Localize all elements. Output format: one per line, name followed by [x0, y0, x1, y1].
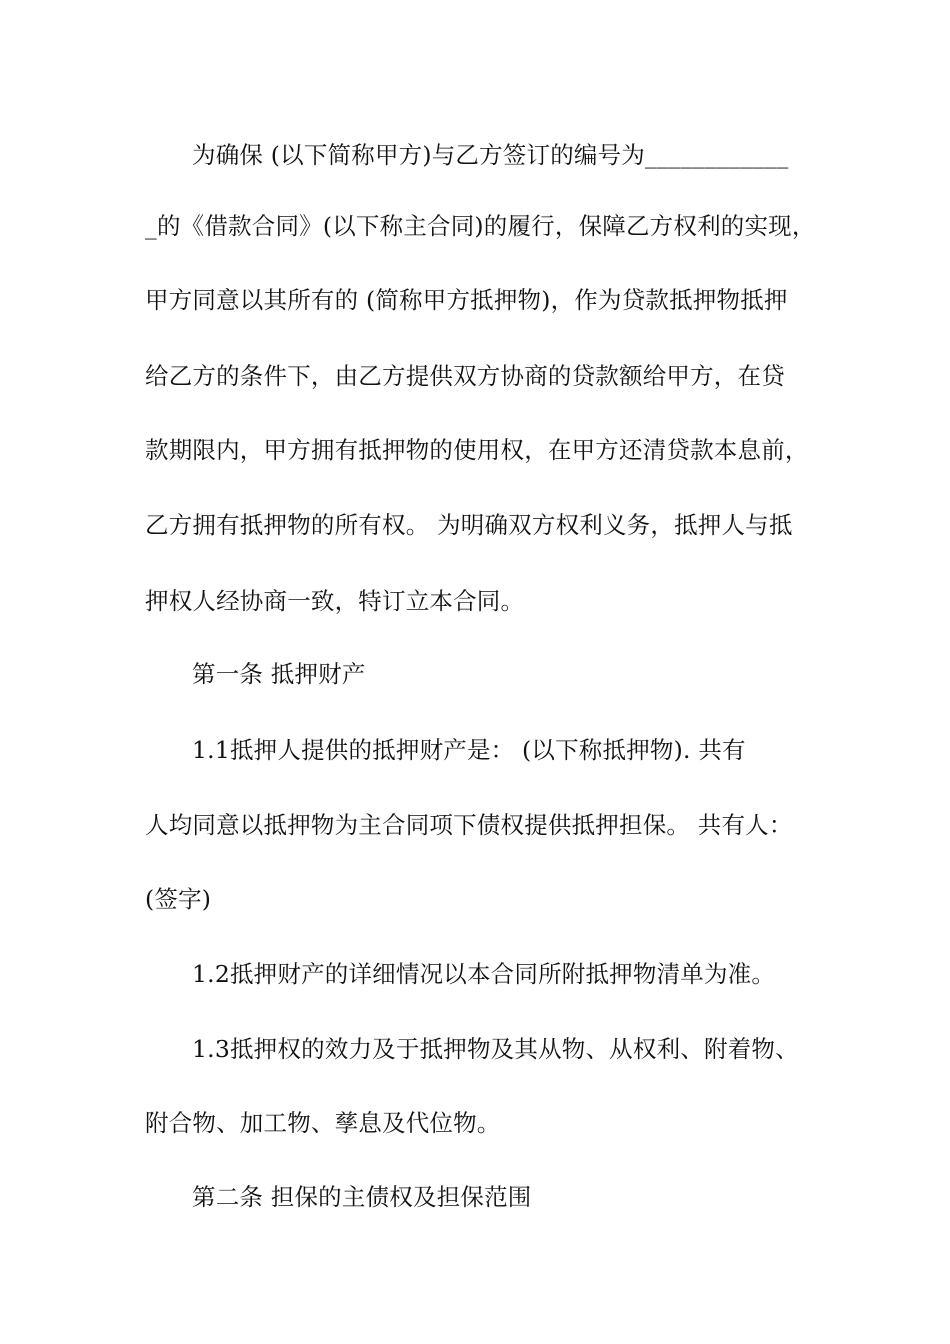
- paragraph-1-line-6: 乙方拥有抵押物的所有权。 为明确双方权利义务，抵押人与抵: [145, 511, 793, 539]
- article-2-heading: 第二条 担保的主债权及担保范围: [192, 1183, 532, 1211]
- clause-1-1-line-1: 1.1抵押人提供的抵押财产是： (以下称抵押物). 共有: [192, 736, 746, 764]
- paragraph-1-line-7: 押权人经协商一致，特订立本合同。: [145, 587, 525, 615]
- clause-1-3-line-1: 1.3抵押权的效力及于抵押物及其从物、从权利、附着物、: [192, 1035, 799, 1063]
- clause-1-1-line-2: 人均同意以抵押物为主合同项下债权提供抵押担保。 共有人：: [145, 811, 793, 839]
- paragraph-1-line-5: 款期限内，甲方拥有抵押物的使用权，在甲方还清贷款本息前，: [145, 436, 809, 464]
- article-1-heading: 第一条 抵押财产: [192, 660, 366, 688]
- clause-1-3-line-2: 附合物、加工物、孳息及代位物。: [145, 1109, 501, 1137]
- clause-1-1-line-3: (签字): [145, 885, 212, 913]
- clause-1-2: 1.2抵押财产的详细情况以本合同所附抵押物清单为准。: [192, 960, 776, 988]
- paragraph-1-line-4: 给乙方的条件下，由乙方提供双方协商的贷款额给甲方，在贷: [145, 362, 785, 390]
- paragraph-1-line-3: 甲方同意以其所有的 (简称甲方抵押物)，作为贷款抵押物抵押: [145, 286, 788, 314]
- paragraph-1-line-1: 为确保 (以下简称甲方)与乙方签订的编号为____________: [192, 141, 789, 169]
- paragraph-1-line-2: _的《借款合同》(以下称主合同)的履行，保障乙方权利的实现，: [145, 212, 816, 240]
